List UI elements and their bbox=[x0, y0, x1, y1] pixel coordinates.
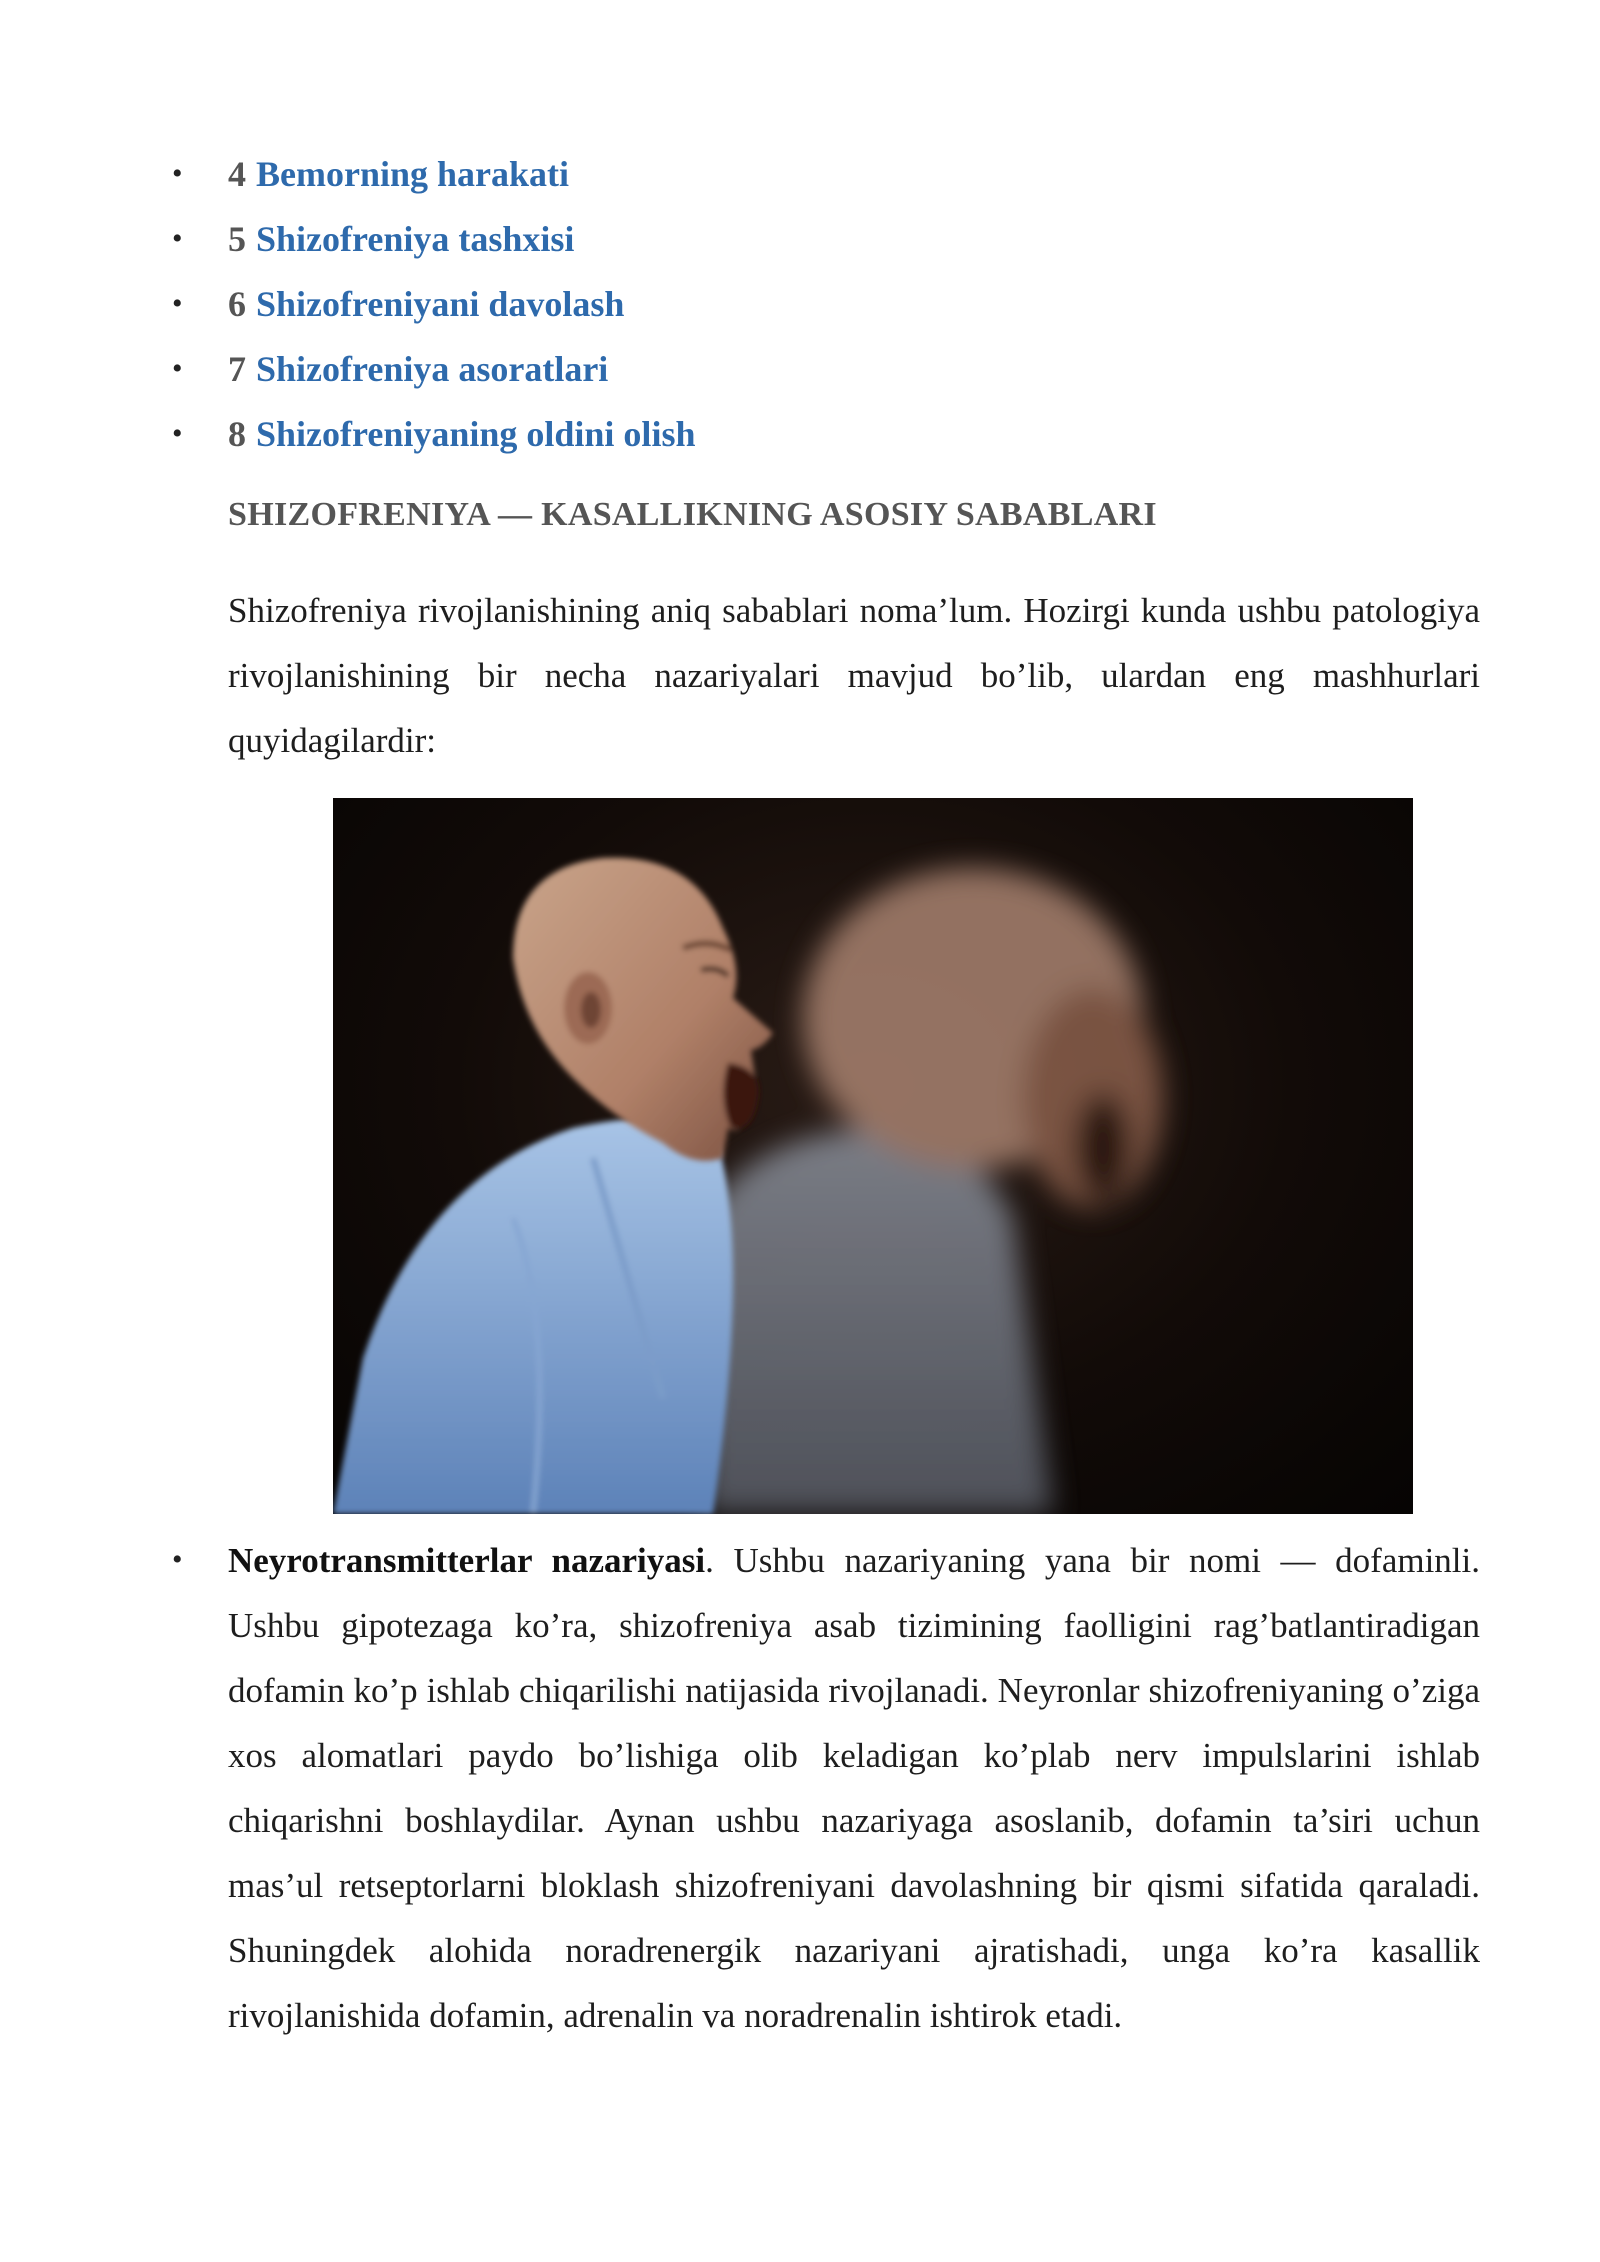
toc-item[interactable] bbox=[172, 343, 1472, 408]
screaming-man-illustration bbox=[333, 798, 1413, 1514]
bullet-icon: • bbox=[172, 417, 183, 450]
theory-paragraph bbox=[228, 1528, 1480, 2048]
toc-item-number: 7 bbox=[228, 349, 246, 389]
toc-item-number: 5 bbox=[228, 219, 246, 259]
bullet-icon: • bbox=[172, 1543, 183, 1576]
bullet-icon: • bbox=[172, 222, 183, 255]
toc-item[interactable] bbox=[172, 148, 1472, 213]
toc-item[interactable] bbox=[172, 278, 1472, 343]
bullet-icon: • bbox=[172, 287, 183, 320]
toc-item-link[interactable]: Shizofreniya asoratlari bbox=[256, 349, 609, 389]
section-heading: SHIZOFRENIYA — KASALLIKNING ASOSIY SABABLARI bbox=[228, 496, 1157, 533]
table-of-contents bbox=[172, 148, 1472, 473]
bullet-icon: • bbox=[172, 352, 183, 385]
theory-term: Neyrotransmitterlar nazariyasi bbox=[228, 1541, 706, 1580]
intro-paragraph: Shizofreniya rivojlanishining aniq sabablari noma’lum. Hozirgi kunda ushbu patologiya rivojlanishining bir necha nazariyalari mavjud bo’lib, ulardan eng mashhurlari quyidagilardir: bbox=[228, 591, 1480, 760]
toc-item-link[interactable]: Bemorning harakati bbox=[256, 154, 570, 194]
bullet-icon: • bbox=[172, 157, 183, 190]
toc-item-link[interactable]: Shizofreniya tashxisi bbox=[256, 219, 575, 259]
toc-item-number: 4 bbox=[228, 154, 246, 194]
toc-item-link[interactable]: Shizofreniyani davolash bbox=[256, 284, 625, 324]
toc-item-link[interactable]: Shizofreniyaning oldini olish bbox=[256, 414, 696, 454]
toc-item-number: 8 bbox=[228, 414, 246, 454]
theory-text: . Ushbu nazariyaning yana bir nomi — dofaminli. Ushbu gipotezaga ko’ra, shizofreniya asab tizimining faolligini rag’batlantiradigan dofamin ko’p ishlab chiqarilishi natijasida rivojlanadi. Neyronlar shizofreniyaning o’ziga xos alomatlari paydo bo’lishiga olib keladigan ko’plab nerv impulslarini ishlab chiqarishni boshlaydilar. Aynan ushbu nazariyaga asoslanib, dofamin ta’siri uchun mas’ul retseptorlarni bloklash shizofreniyani davolashning bir qismi sifatida qaraladi. Shuningdek alohida noradrenergik nazariyani ajratishadi, unga ko’ra kasallik rivojlanishida dofamin, adrenalin va noradrenalin ishtirok etadi. bbox=[228, 1541, 1480, 2035]
illustration-image bbox=[333, 798, 1413, 1514]
toc-item-number: 6 bbox=[228, 284, 246, 324]
toc-item[interactable] bbox=[172, 408, 1472, 473]
toc-item[interactable] bbox=[172, 213, 1472, 278]
